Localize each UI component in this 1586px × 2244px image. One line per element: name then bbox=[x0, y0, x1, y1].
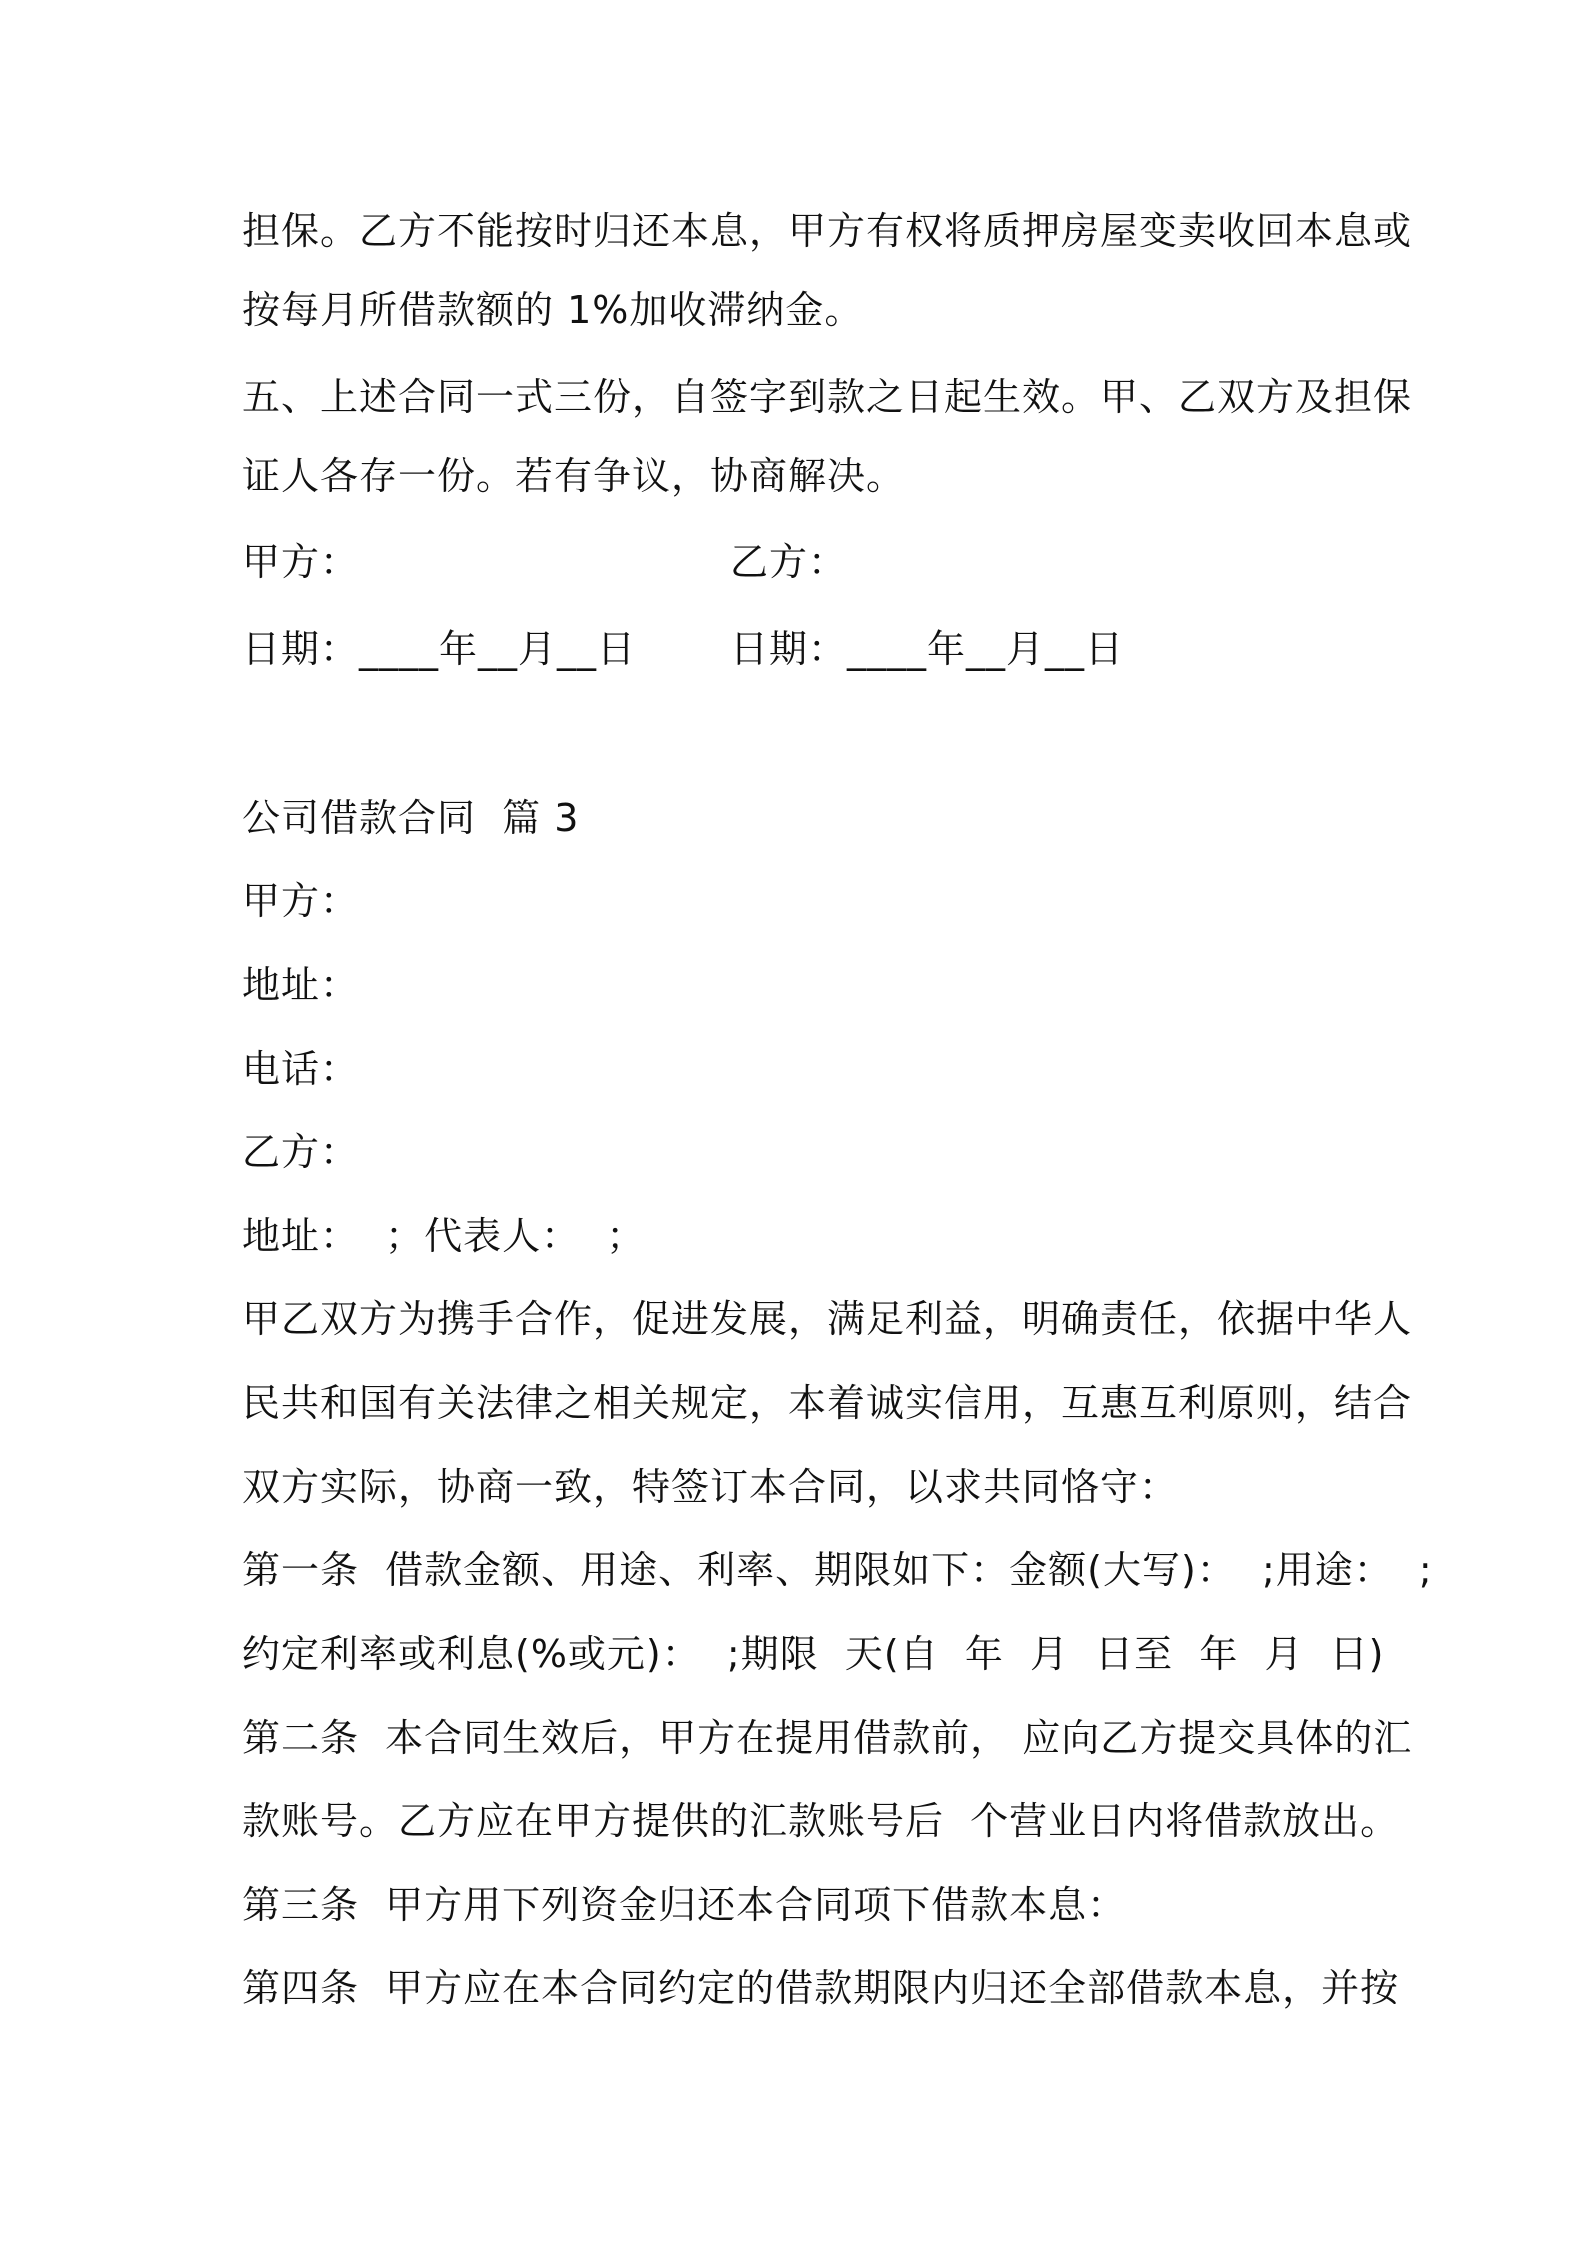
article-1-line: 约定利率或利息(%或元)： ;期限 天(自 年 月 日至 年 月 日) bbox=[242, 1632, 1385, 1676]
paragraph-line: 五、上述合同一式三份，自签字到款之日起生效。甲、乙双方及担保 bbox=[242, 375, 1413, 419]
article-1-line: 第一条 借款金额、用途、利率、期限如下：金额(大写)： ;用途： ; bbox=[242, 1548, 1433, 1592]
article-4-line: 第四条 甲方应在本合同约定的借款期限内归还全部借款本息，并按 bbox=[242, 1966, 1400, 2010]
party-a-signature-label: 甲方： bbox=[242, 540, 360, 584]
paragraph-line: 按每月所借款额的 1%加收滞纳金。 bbox=[242, 288, 864, 332]
party-b-date: 日期：____年__月__日 bbox=[730, 627, 1125, 671]
party-a-date: 日期：____年__月__日 bbox=[242, 627, 637, 671]
paragraph-line: 担保。乙方不能按时归还本息，甲方有权将质押房屋变卖收回本息或 bbox=[242, 209, 1413, 253]
paragraph-line: 双方实际，协商一致，特签订本合同，以求共同恪守： bbox=[242, 1465, 1179, 1509]
phone-label: 电话： bbox=[242, 1047, 360, 1091]
article-3-line: 第三条 甲方用下列资金归还本合同项下借款本息： bbox=[242, 1883, 1127, 1927]
section-title: 公司借款合同 篇 3 bbox=[242, 796, 580, 840]
paragraph-line: 甲乙双方为携手合作，促进发展，满足利益，明确责任，依据中华人 bbox=[242, 1297, 1413, 1341]
address-label: 地址： bbox=[242, 963, 360, 1007]
address-representative-line: 地址： ；代表人： ； bbox=[242, 1214, 646, 1258]
party-a-label: 甲方： bbox=[242, 879, 360, 923]
article-2-line: 第二条 本合同生效后，甲方在提用借款前， 应向乙方提交具体的汇 bbox=[242, 1716, 1413, 1760]
paragraph-line: 证人各存一份。若有争议，协商解决。 bbox=[242, 454, 906, 498]
paragraph-line: 民共和国有关法律之相关规定，本着诚实信用，互惠互利原则，结合 bbox=[242, 1381, 1413, 1425]
party-b-signature-label: 乙方： bbox=[730, 540, 848, 584]
article-2-line: 款账号。乙方应在甲方提供的汇款账号后 个营业日内将借款放出。 bbox=[242, 1799, 1400, 1843]
party-b-label: 乙方： bbox=[242, 1130, 360, 1174]
